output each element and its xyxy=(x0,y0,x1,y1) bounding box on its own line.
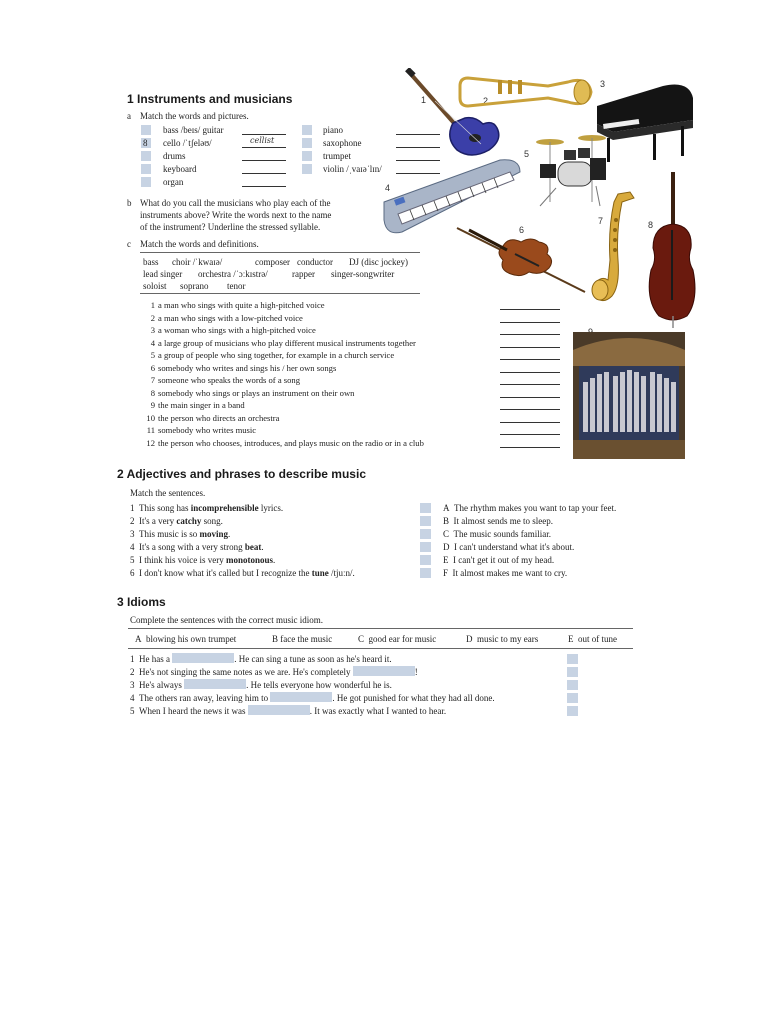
word-item: piano xyxy=(323,125,343,135)
definition-text: someone who speaks the words of a song xyxy=(158,375,301,385)
answer-box[interactable] xyxy=(567,706,578,716)
definition-text: a man who sings with a low-pitched voice xyxy=(158,312,303,323)
answer-line[interactable] xyxy=(242,173,286,174)
word-box-term: composer xyxy=(255,257,290,267)
answer-box[interactable] xyxy=(302,151,312,161)
word-box-term: choir /ˈkwaɪə/ xyxy=(172,257,223,267)
section-1-title: 1 Instruments and musicians xyxy=(127,92,293,106)
violin-picture xyxy=(455,222,587,294)
definition-number: 2 xyxy=(150,312,155,323)
idiom-sentence: 4 The others ran away, leaving him to . He got punished for what they had all done. xyxy=(130,693,495,703)
definition-text: a large group of musicians who play different musical instruments together xyxy=(158,337,416,348)
idiom-option: E out of tune xyxy=(568,634,617,644)
section-3-title: 3 Idioms xyxy=(117,595,166,609)
answer-line[interactable] xyxy=(242,147,286,148)
part-a-instruction: Match the words and pictures. xyxy=(140,111,249,121)
word-box-term: lead singer xyxy=(143,269,183,279)
word-box-term: DJ (disc jockey) xyxy=(349,257,408,267)
definition-number: 6 xyxy=(150,362,155,373)
part-c-instruction: Match the words and definitions. xyxy=(140,239,259,249)
answer-line[interactable] xyxy=(500,409,560,410)
answer-line[interactable] xyxy=(500,372,560,373)
option-item: C The music sounds familiar. xyxy=(443,529,551,539)
answer-box[interactable] xyxy=(141,151,151,161)
word-item: keyboard xyxy=(163,164,197,174)
word-box-term: tenor xyxy=(227,281,246,291)
part-b-instruction-line-2: instruments above? Write the words next to the name xyxy=(140,210,332,220)
definition-text: somebody who sings or plays an instrument on their own xyxy=(158,387,355,398)
definition-text: the person who directs an orchestra xyxy=(158,412,280,423)
answer-line[interactable] xyxy=(242,160,286,161)
answer-box[interactable] xyxy=(141,177,151,187)
picture-number: 5 xyxy=(524,149,530,159)
answer-box[interactable] xyxy=(302,138,312,148)
definition-number: 11 xyxy=(146,425,155,435)
definition-number: 8 xyxy=(150,387,155,398)
part-c-label: c xyxy=(127,239,131,249)
definition-number: 4 xyxy=(150,337,155,348)
answer-box[interactable] xyxy=(567,680,578,690)
answer-box[interactable] xyxy=(567,654,578,664)
definition-text: somebody who writes music xyxy=(158,425,257,435)
part-b-label: b xyxy=(127,198,132,208)
word-item: drums xyxy=(163,151,186,161)
option-item: E I can't get it out of my head. xyxy=(443,555,555,565)
idiom-option: D music to my ears xyxy=(466,634,539,644)
idiom-box-bottom-rule xyxy=(128,648,633,649)
idiom-answer-blank[interactable] xyxy=(172,653,234,663)
idiom-box-top-rule xyxy=(128,628,633,629)
section-3-instruction: Complete the sentences with the correct music idiom. xyxy=(130,615,323,625)
section-2-title: 2 Adjectives and phrases to describe music xyxy=(117,467,366,481)
definition-text: a woman who sings with a high-pitched voice xyxy=(158,325,316,335)
answer-line[interactable] xyxy=(500,359,560,360)
answer-box[interactable] xyxy=(567,667,578,677)
idiom-answer-blank[interactable] xyxy=(248,705,310,715)
answer-box[interactable] xyxy=(420,542,431,552)
word-box-term: singer-songwriter xyxy=(331,269,395,279)
option-item: F It almost makes me want to cry. xyxy=(443,568,568,578)
definition-number: 9 xyxy=(150,400,155,410)
idiom-answer-blank[interactable] xyxy=(270,692,332,702)
picture-number: 2 xyxy=(483,96,489,106)
handwritten-answer: cellist xyxy=(250,136,275,145)
idiom-sentence: 3 He's always . He tells everyone how wonderful he is. xyxy=(130,680,392,690)
definition-number: 1 xyxy=(150,300,155,310)
definition-text: somebody who writes and sings his / her own songs xyxy=(158,362,337,373)
answer-line[interactable] xyxy=(500,434,560,435)
adjective-sentence: 3 This music is so moving. xyxy=(130,529,231,539)
cello-picture xyxy=(643,170,701,330)
definition-number: 10 xyxy=(146,412,155,423)
answer-box[interactable] xyxy=(567,693,578,703)
organ-picture xyxy=(573,332,685,459)
answer-box[interactable] xyxy=(420,568,431,578)
picture-number: 6 xyxy=(519,225,525,235)
word-box-term: soloist xyxy=(143,281,167,291)
picture-number: 8 xyxy=(648,220,654,230)
saxophone-picture xyxy=(588,190,642,308)
option-item: A The rhythm makes you want to tap your feet. xyxy=(443,503,617,513)
idiom-option: A blowing his own trumpet xyxy=(135,634,237,644)
word-item: bass /beɪs/ guitar xyxy=(163,125,224,135)
idiom-answer-blank[interactable] xyxy=(184,679,246,689)
word-box-term: conductor xyxy=(297,257,333,267)
definition-number: 5 xyxy=(150,350,155,360)
part-b-instruction-line-1: What do you call the musicians who play each of the xyxy=(140,198,331,208)
idiom-sentence: 2 He's not singing the same notes as we are. He's completely ! xyxy=(130,667,418,677)
answer-line[interactable] xyxy=(500,384,560,385)
answer-line[interactable] xyxy=(500,447,560,448)
answer-line[interactable] xyxy=(500,347,560,348)
answer-line[interactable] xyxy=(500,322,560,323)
answer-line[interactable] xyxy=(500,334,560,335)
word-item: organ xyxy=(163,177,184,187)
word-box-term: soprano xyxy=(180,281,209,291)
word-item: trumpet xyxy=(323,151,351,161)
adjective-sentence: 1 This song has incomprehensible lyrics. xyxy=(130,503,284,513)
picture-number: 4 xyxy=(385,183,391,193)
definition-text: a man who sings with quite a high-pitched voice xyxy=(158,300,325,310)
word-item: violin /ˌvaɪəˈlɪn/ xyxy=(323,164,382,174)
answer-box[interactable] xyxy=(420,516,431,526)
adjective-sentence: 4 It's a song with a very strong beat. xyxy=(130,542,264,552)
section-2-instruction: Match the sentences. xyxy=(130,488,206,498)
answer-box[interactable] xyxy=(420,503,431,513)
answer-box[interactable] xyxy=(420,529,431,539)
idiom-sentence: 5 When I heard the news it was . It was exactly what I wanted to hear. xyxy=(130,706,447,716)
idiom-option: C good ear for music xyxy=(358,634,437,644)
definition-number: 12 xyxy=(146,437,155,448)
part-b-instruction-line-3: of the instrument? Underline the stressed syllable. xyxy=(140,222,321,232)
word-item: cello /ˈtʃeləʊ/ xyxy=(163,138,212,148)
answer-line[interactable] xyxy=(242,134,286,135)
word-item: saxophone xyxy=(323,138,362,148)
picture-number: 3 xyxy=(600,79,606,89)
answer-box[interactable] xyxy=(141,125,151,135)
word-box-bottom-rule xyxy=(140,293,420,294)
answer-box[interactable] xyxy=(302,125,312,135)
definition-text: the person who chooses, introduces, and plays music on the radio or in a club xyxy=(158,437,424,448)
definition-text: a group of people who sing together, for example in a church service xyxy=(158,350,395,360)
idiom-option: B face the music xyxy=(272,634,333,644)
word-box-top-rule xyxy=(140,252,420,253)
definition-text: the main singer in a band xyxy=(158,400,245,410)
adjective-sentence: 5 I think his voice is very monotonous. xyxy=(130,555,276,565)
answer-box-number: 8 xyxy=(143,138,148,148)
picture-number: 7 xyxy=(598,216,604,226)
answer-box[interactable] xyxy=(302,164,312,174)
adjective-sentence: 2 It's a very catchy song. xyxy=(130,516,223,526)
answer-box[interactable] xyxy=(141,164,151,174)
definition-number: 7 xyxy=(150,375,155,385)
word-box-term: rapper xyxy=(292,269,315,279)
option-item: D I can't understand what it's about. xyxy=(443,542,575,552)
trumpet-picture xyxy=(458,76,593,116)
picture-number: 1 xyxy=(421,95,427,105)
part-a-label: a xyxy=(127,111,131,121)
definition-number: 3 xyxy=(150,325,155,335)
word-box-term: bass xyxy=(143,257,159,267)
answer-line[interactable] xyxy=(242,186,286,187)
answer-line[interactable] xyxy=(500,397,560,398)
word-box-term: orchestra /ˈɔːkɪstrə/ xyxy=(198,269,268,279)
option-item: B It almost sends me to sleep. xyxy=(443,516,553,526)
adjective-sentence: 6 I don't know what it's called but I recognize the tune /tjuːn/. xyxy=(130,568,355,578)
answer-box[interactable] xyxy=(420,555,431,565)
answer-line[interactable] xyxy=(500,309,560,310)
answer-line[interactable] xyxy=(500,422,560,423)
idiom-sentence: 1 He has a . He can sing a tune as soon as he's heard it. xyxy=(130,654,392,664)
idiom-answer-blank[interactable] xyxy=(353,666,415,676)
